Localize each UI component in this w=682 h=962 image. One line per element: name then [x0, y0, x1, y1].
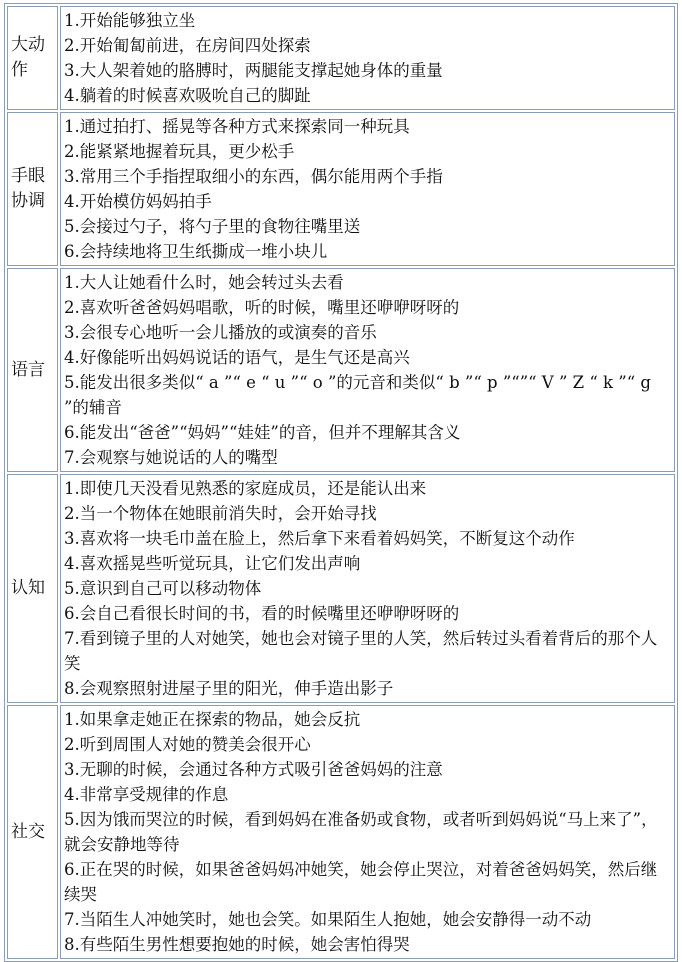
milestone-item: 5.会接过勺子，将勺子里的食物往嘴里送: [64, 217, 361, 236]
milestone-item: 6.正在哭的时候，如果爸爸妈妈冲她笑，她会停止哭泣，对着爸爸妈妈笑，然后继续哭: [64, 860, 658, 904]
milestone-item: 2.听到周围人对她的赞美会很开心: [64, 735, 311, 754]
milestone-item: 6.会持续地将卫生纸撕成一堆小块儿: [64, 242, 328, 261]
milestone-item: 6.能发出“爸爸”“妈妈”“娃娃”的音，但并不理解其含义: [64, 423, 461, 442]
category-label: 社交: [7, 705, 58, 959]
milestone-item: 2.能紧紧地握着玩具，更少松手: [64, 142, 295, 161]
milestone-item: 7.会观察与她说话的人的嘴型: [64, 448, 278, 467]
milestone-item: 2.当一个物体在她眼前消失时，会开始寻找: [64, 504, 377, 523]
category-label: 语言: [7, 268, 58, 472]
milestone-item: 3.大人架着她的胳膊时，两腿能支撑起她身体的重量: [64, 61, 443, 80]
milestone-item: 5.因为饿而哭泣的时候，看到妈妈在准备奶或食物，或者听到妈妈说“马上来了”，就会安静地等待: [64, 810, 658, 854]
milestone-item: 1.即使几天没看见熟悉的家庭成员，还是能认出来: [64, 479, 427, 498]
milestone-item: 6.会自己看很长时间的书，看的时候嘴里还咿咿呀呀的: [64, 604, 460, 623]
category-row: [7, 705, 675, 959]
milestone-list: [60, 474, 675, 703]
category-row: [7, 474, 675, 703]
category-label: 认知: [7, 474, 58, 703]
milestone-item: 3.喜欢将一块毛巾盖在脸上，然后拿下来看着妈妈笑，不断复这个动作: [64, 529, 575, 548]
milestone-item: 4.开始模仿妈妈拍手: [64, 192, 212, 211]
milestone-item: 3.无聊的时候，会通过各种方式吸引爸爸妈妈的注意: [64, 760, 443, 779]
milestone-list: [60, 705, 675, 959]
category-label: 大动作: [7, 6, 58, 110]
milestone-item: 3.常用三个手指捏取细小的东西，偶尔能用两个手指: [64, 167, 443, 186]
milestone-list: [60, 112, 675, 266]
milestone-list: [60, 268, 675, 472]
milestone-item: 4.好像能听出妈妈说话的语气，是生气还是高兴: [64, 348, 410, 367]
category-row: [7, 6, 675, 110]
milestone-item: 7.当陌生人冲她笑时，她也会笑。如果陌生人抱她，她会安静得一动不动: [64, 910, 592, 929]
milestone-item: 5.意识到自己可以移动物体: [64, 579, 262, 598]
milestone-item: 8.会观察照射进屋子里的阳光，伸手造出影子: [64, 679, 394, 698]
milestone-item: 4.喜欢摇晃些听觉玩具，让它们发出声响: [64, 554, 361, 573]
milestone-item: 5.能发出很多类似“ a ”“ e “ u ”“ o ”的元音和类似“ b ”“ p ”“”“ V ” Z “ k ”“ g ”的辅音: [64, 373, 651, 417]
milestone-item: 1.通过拍打、摇晃等各种方式来探索同一种玩具: [64, 117, 410, 136]
milestone-item: 8.有些陌生男性想要抱她的时候，她会害怕得哭: [64, 935, 410, 954]
category-row: [7, 112, 675, 266]
milestone-item: 1.如果拿走她正在探索的物品，她会反抗: [64, 710, 361, 729]
milestone-item: 4.躺着的时候喜欢吸吮自己的脚趾: [64, 86, 311, 105]
milestone-item: 1.开始能够独立坐: [64, 11, 196, 30]
milestone-item: 2.开始匍匐前进，在房间四处探索: [64, 36, 311, 55]
milestone-item: 1.大人让她看什么时，她会转过头去看: [64, 273, 344, 292]
category-row: [7, 268, 675, 472]
milestone-item: 7.看到镜子里的人对她笑，她也会对镜子里的人笑，然后转过头看着背后的那个人笑: [64, 629, 658, 673]
milestone-list: [60, 6, 675, 110]
milestone-item: 3.会很专心地听一会儿播放的或演奏的音乐: [64, 323, 377, 342]
milestone-item: 2.喜欢听爸爸妈妈唱歌，听的时候，嘴里还咿咿呀呀的: [64, 298, 460, 317]
development-table: [4, 3, 678, 962]
milestone-item: 4.非常享受规律的作息: [64, 785, 229, 804]
development-table-body: [7, 6, 675, 959]
category-label: 手眼协调: [7, 112, 58, 266]
